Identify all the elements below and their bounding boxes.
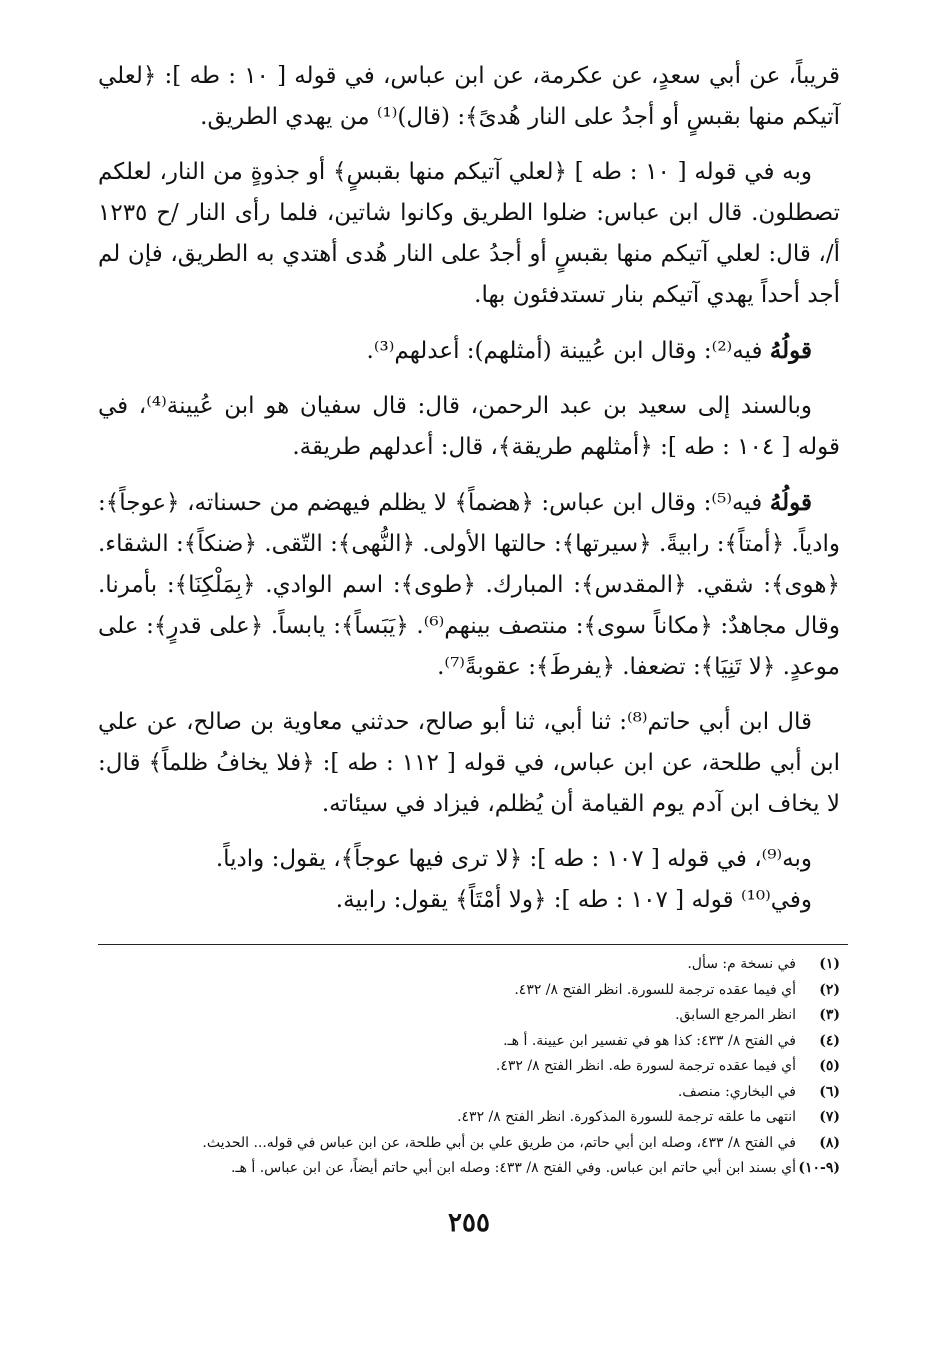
footnote-item	[98, 1156, 840, 1182]
footnote-number: (٩-١٠)	[798, 1160, 840, 1176]
footnote-text: انتهى ما علقه ترجمة للسورة المذكورة. انظر الفتح ٨/ ٤٣٢.	[457, 1109, 796, 1125]
footnote-text: في الفتح ٨/ ٤٣٣، وصله ابن أبي حاتم، من طريق علي بن أبي طلحة، عن ابن عباس في قوله... الحديث.	[202, 1134, 796, 1151]
paragraph-6	[98, 702, 840, 825]
footnote-text: في الفتح ٨/ ٤٣٣: كذا هو في تفسير ابن عيينة. أ هـ.	[503, 1032, 796, 1049]
footnote-text: أي فيما عقده ترجمة لسورة طه. انظر الفتح ٨/ ٤٣٢.	[495, 1058, 796, 1074]
footnote-item	[98, 1054, 840, 1080]
footnote-number: (٧)	[819, 1109, 840, 1125]
page-number: ٢٥٥	[448, 1208, 490, 1238]
footnotes	[98, 952, 840, 1182]
footnote-number: (٣)	[819, 1007, 840, 1023]
paragraph-text: قريباً، عن أبي سعدٍ، عن عكرمة، عن ابن عباس، في قوله [ ١٠ : طه ]: ﴿لعلي آتيكم منها بقبسٍ أو أجدُ على النار هُدىً﴾: (قال)⁽¹⁾ من يهدي الطريق.	[98, 63, 841, 130]
footnote-text: انظر المرجع السابق.	[675, 1007, 796, 1023]
paragraph-text: فيه⁽⁵⁾: وقال ابن عباس: ﴿هضماً﴾ لا يظلم فيهضم من حسناته، ﴿عوجاً﴾: وادياً. ﴿أمتاً﴾: رابيةً. ﴿سيرتها﴾: حالتها الأولى. ﴿النُّهى﴾: التّقى. ﴿ضنكاً﴾: الشقاء. ﴿هوى﴾: شقي. ﴿المقدس﴾: المبارك. ﴿طوى﴾: اسم الوادي. ﴿بِمَلْكِنَا﴾: بأمرنا. وقال مجاهدٌ: ﴿مكاناً سوى﴾: منتصف بينهم⁽⁶⁾. ﴿يَبَساً﴾: يابساً. ﴿على قدرٍ﴾: على موعدٍ. ﴿لا تَنِيَا﴾: تضعفا. ﴿يفرطَ﴾: عقوبةً⁽⁷⁾.	[98, 490, 840, 680]
footnote-number: (٤)	[819, 1032, 840, 1049]
footnote-number: (٨)	[819, 1134, 840, 1151]
footnote-item	[98, 978, 840, 1004]
footnote-text: في البخاري: منصف.	[677, 1083, 796, 1100]
paragraph-lead: قولُهُ	[769, 489, 812, 516]
paragraph-1	[98, 56, 840, 138]
footnote-item	[98, 1029, 840, 1055]
paragraph-text: وبالسند إلى سعيد بن عبد الرحمن، قال: قال سفيان هو ابن عُيينة⁽⁴⁾، في قوله [ ١٠٤ : طه ]: ﴿أمثلهم طريقة﴾، قال: أعدلهم طريقة.	[98, 393, 840, 460]
footnote-item	[98, 1003, 840, 1029]
footnote-number: (١)	[819, 956, 840, 972]
paragraph-text: وبه في قوله [ ١٠ : طه ] ﴿لعلي آتيكم منها بقبسٍ﴾ أو جذوةٍ من النار، لعلكم تصطلون. قال ابن عباس: ضلوا الطريق وكانوا شاتين، فلما رأى النار /ح ١٢٣٥ أ/، قال: لعلي آتيكم منها بقبسٍ أو أجدُ على النار هُدى أهتدي به الطريق، فإن لم أجد أحداً يهدي آتيكم بنار تستدفئون بها.	[98, 159, 840, 308]
paragraph-text: وبه⁽⁹⁾، في قوله [ ١٠٧ : طه ]: ﴿لا ترى فيها عوجاً﴾، يقول: وادياً.	[215, 846, 812, 872]
footnote-item	[98, 1131, 840, 1157]
paragraph-2	[98, 152, 840, 316]
footnote-text: أي بسند ابن أبي حاتم ابن عباس. وفي الفتح ٨/ ٤٣٣: وصله ابن أبي حاتم أيضاً، عن ابن عباس. أ هـ.	[230, 1160, 796, 1176]
main-text	[98, 56, 840, 935]
paragraph-4	[98, 386, 840, 468]
paragraph-text: فيه⁽²⁾: وقال ابن عُيينة (أمثلهم): أعدلهم⁽³⁾.	[366, 338, 763, 364]
footnote-text: أي فيما عقده ترجمة للسورة. انظر الفتح ٨/ ٤٣٢.	[514, 981, 796, 998]
paragraph-3	[98, 330, 840, 372]
footnote-item	[98, 1080, 840, 1106]
footnote-text: في نسخة م: سأل.	[687, 956, 796, 972]
footnote-item	[98, 1105, 840, 1131]
footnote-number: (٢)	[819, 981, 840, 998]
footnote-item	[98, 952, 840, 978]
footnote-number: (٦)	[819, 1083, 840, 1100]
paragraph-8	[98, 880, 840, 921]
footnote-number: (٥)	[819, 1058, 840, 1074]
paragraph-5	[98, 482, 840, 688]
paragraph-7	[98, 839, 840, 880]
footnote-divider	[98, 944, 848, 945]
paragraph-text: وفي⁽¹⁰⁾ قوله [ ١٠٧ : طه ]: ﴿ولا أمْتَاً﴾ يقول: رابية.	[335, 887, 812, 913]
paragraph-lead: قولُهُ	[769, 337, 812, 364]
paragraph-text: قال ابن أبي حاتم⁽⁸⁾: ثنا أبي، ثنا أبو صالح، حدثني معاوية بن صالح، عن علي ابن أبي طلحة، عن ابن عباس، في قوله [ ١١٢ : طه ]: ﴿فلا يخافُ ظلماً﴾ قال: لا يخاف ابن آدم يوم القيامة أن يُظلم، فيزاد في سيئاته.	[98, 709, 840, 817]
